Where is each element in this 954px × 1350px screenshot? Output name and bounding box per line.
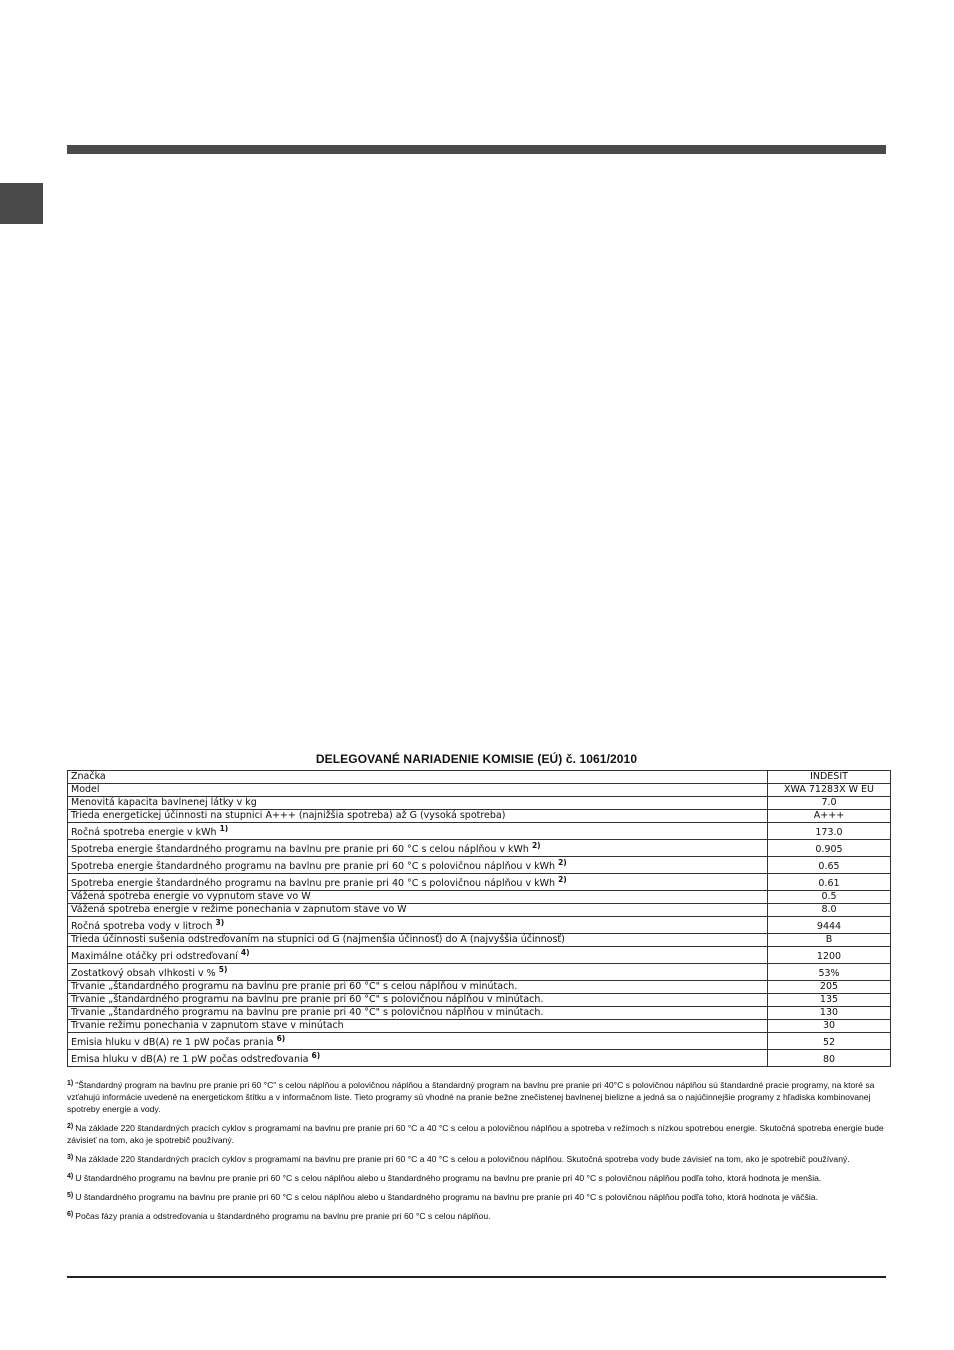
row-value: 7.0 xyxy=(768,797,891,810)
side-tab-marker xyxy=(0,183,43,224)
row-label xyxy=(68,1033,768,1050)
footnote-ref: 5) xyxy=(218,965,228,974)
row-value: 53% xyxy=(768,964,891,981)
footnote xyxy=(67,1153,887,1165)
table-row xyxy=(68,1033,891,1050)
row-label xyxy=(68,771,768,784)
table-row xyxy=(68,874,891,891)
row-label-text: Maximálne otáčky pri odstreďovaní xyxy=(71,951,238,962)
table-row xyxy=(68,994,891,1007)
row-label xyxy=(68,857,768,874)
row-label xyxy=(68,891,768,904)
footnote-text: Na základe 220 štandardných pracích cyklov s programami na bavlnu pre pranie pri 60 °C a 40 °C s celou a polovičnou náplňou a spotreba v režimoch s nízkou spotrebou energie. Skutočná spotreba energie bude závisieť na tom, ako je spotrebič používaný. xyxy=(67,1123,884,1145)
row-label-text: Trieda energetickej účinnosti na stupnici A+++ (najnižšia spotreba) až G (vysoká spotreba) xyxy=(71,810,506,821)
row-label xyxy=(68,810,768,823)
row-value: 205 xyxy=(768,981,891,994)
table-row xyxy=(68,934,891,947)
footnote-mark: 1) xyxy=(67,1080,74,1087)
footer-rule xyxy=(67,1276,886,1278)
row-label xyxy=(68,797,768,810)
row-value: 0.61 xyxy=(768,874,891,891)
regulation-title: DELEGOVANÉ NARIADENIE KOMISIE (EÚ) č. 1061/2010 xyxy=(315,752,638,766)
footnote-ref: 6) xyxy=(276,1034,286,1043)
row-value: XWA 71283X W EU xyxy=(768,784,891,797)
table-row xyxy=(68,981,891,994)
table-row xyxy=(68,810,891,823)
row-value: 9444 xyxy=(768,917,891,934)
footnote-ref: 3) xyxy=(215,918,225,927)
table-row xyxy=(68,917,891,934)
row-value: 80 xyxy=(768,1050,891,1067)
row-value: B xyxy=(768,934,891,947)
row-label xyxy=(68,947,768,964)
row-label xyxy=(68,840,768,857)
footnote xyxy=(67,1172,887,1184)
table-row xyxy=(68,947,891,964)
table-row xyxy=(68,840,891,857)
row-label-text: Trvanie „štandardného programu na bavlnu pre pranie pri 60 °C" s celou náplňou v minútach. xyxy=(71,981,518,992)
footnote-ref: 6) xyxy=(311,1051,321,1060)
row-label-text: Spotreba energie štandardného programu na bavlnu pre pranie pri 40 °C s polovičnou náplňou v kWh xyxy=(71,878,556,889)
footnote-text: "Štandardný program na bavlnu pre pranie pri 60 °C" s celou náplňou a polovičnou náplňou a štandardný program na bavlnu pre pranie pri 40°C s polovičnou náplňou sú štandardné pracie programy, na ktoré sa vzťahujú informácie uvedené na energetickom štítku a v informačnom liste. Tieto programy sú vhodné na pranie bežne znečistenej bavlnenej bielizne a jedná sa o najúčinnejšie programy z hľadiska kombinovanej spotreby energie a vody. xyxy=(67,1080,875,1114)
footnotes xyxy=(67,1079,887,1229)
footnote-mark: 5) xyxy=(67,1192,74,1199)
row-value: 0.905 xyxy=(768,840,891,857)
row-label xyxy=(68,823,768,840)
footnote-mark: 4) xyxy=(67,1173,74,1180)
row-label-text: Zostatkový obsah vlhkosti v % xyxy=(71,968,216,979)
row-value: 173.0 xyxy=(768,823,891,840)
row-value: 135 xyxy=(768,994,891,1007)
row-value: 1200 xyxy=(768,947,891,964)
row-label xyxy=(68,964,768,981)
row-label-text: Trvanie režimu ponechania v zapnutom stave v minútach xyxy=(71,1020,344,1031)
table-row xyxy=(68,891,891,904)
footnote-text: U štandardného programu na bavlnu pre pranie pri 60 °C s celou náplňou alebo u štandardného programu na bavlnu pre pranie pri 40 °C s polovičnou náplňou podľa toho, ktorá hodnota je väčšia. xyxy=(75,1192,818,1202)
row-label-text: Emisa hluku v dB(A) re 1 pW počas odstreďovania xyxy=(71,1054,309,1065)
footnote-ref: 4) xyxy=(240,948,250,957)
footnote-mark: 2) xyxy=(67,1123,74,1130)
row-label-text: Model xyxy=(71,784,100,795)
footnote-mark: 3) xyxy=(67,1154,74,1161)
table-row xyxy=(68,784,891,797)
footnote-text: Na základe 220 štandardných pracích cyklov s programami na bavlnu pre pranie pri 60 °C a 40 °C s celou a polovičnou náplňou. Skutočná spotreba vody bude závisieť na tom, ako je spotrebič používaný. xyxy=(75,1154,850,1164)
footnote-mark: 6) xyxy=(67,1211,74,1218)
row-value: INDESIT xyxy=(768,771,891,784)
row-value: 0.65 xyxy=(768,857,891,874)
footnote xyxy=(67,1079,887,1115)
row-label-text: Spotreba energie štandardného programu na bavlnu pre pranie pri 60 °C s celou náplňou v kWh xyxy=(71,844,529,855)
footnote-ref: 2) xyxy=(558,875,567,884)
table-row xyxy=(68,1007,891,1020)
row-label-text: Trvanie „štandardného programu na bavlnu pre pranie pri 60 °C" s polovičnou náplňou v minútach. xyxy=(71,994,544,1005)
row-label-text: Trvanie „štandardného programu na bavlnu pre pranie pri 40 °C" s polovičnou náplňou v minútach. xyxy=(71,1007,544,1018)
table-row xyxy=(68,904,891,917)
row-label-text: Ročná spotreba vody v litroch xyxy=(71,921,213,932)
row-label xyxy=(68,934,768,947)
row-value: 8.0 xyxy=(768,904,891,917)
table-row xyxy=(68,1050,891,1067)
product-fiche-table xyxy=(67,770,891,1067)
footnote-text: U štandardného programu na bavlnu pre pranie pri 60 °C s celou náplňou alebo u štandardného programu na bavlnu pre pranie pri 40 °C s polovičnou náplňou podľa toho, ktorá hodnota je menšia. xyxy=(75,1173,822,1183)
row-value: 0.5 xyxy=(768,891,891,904)
row-label-text: Spotreba energie štandardného programu na bavlnu pre pranie pri 60 °C s polovičnou náplňou v kWh xyxy=(71,861,556,872)
table-row xyxy=(68,857,891,874)
row-label-text: Vážená spotreba energie v režime ponechania v zapnutom stave vo W xyxy=(71,904,407,915)
row-value: A+++ xyxy=(768,810,891,823)
row-label xyxy=(68,917,768,934)
row-label-text: Menovitá kapacita bavlnenej látky v kg xyxy=(71,797,257,808)
table-row xyxy=(68,797,891,810)
footnote-ref: 2) xyxy=(531,841,541,850)
footnote xyxy=(67,1122,887,1146)
row-label xyxy=(68,784,768,797)
row-label xyxy=(68,904,768,917)
row-label xyxy=(68,874,768,891)
table-row xyxy=(68,823,891,840)
row-value: 30 xyxy=(768,1020,891,1033)
table-row xyxy=(68,964,891,981)
row-label-text: Emisia hluku v dB(A) re 1 pW počas prania xyxy=(71,1037,274,1048)
header-rule xyxy=(67,145,886,154)
footnote xyxy=(67,1210,887,1222)
row-label xyxy=(68,994,768,1007)
footnote xyxy=(67,1191,887,1203)
row-label xyxy=(68,1050,768,1067)
row-label xyxy=(68,1020,768,1033)
row-value: 52 xyxy=(768,1033,891,1050)
row-label-text: Vážená spotreba energie vo vypnutom stave vo W xyxy=(71,891,311,902)
row-label-text: Ročná spotreba energie v kWh xyxy=(71,827,217,838)
row-label xyxy=(68,1007,768,1020)
footnote-text: Počas fázy prania a odstreďovania u štandardného programu na bavlnu pre pranie pri 60 °C s celou náplňou. xyxy=(75,1211,491,1221)
footnote-ref: 1) xyxy=(219,824,229,833)
table-row xyxy=(68,1020,891,1033)
table-row xyxy=(68,771,891,784)
footnote-ref: 2) xyxy=(558,858,567,867)
row-label-text: Značka xyxy=(71,771,106,782)
row-label xyxy=(68,981,768,994)
row-label-text: Trieda účinnosti sušenia odstreďovaním na stupnici od G (najmenšia účinnosť) do A (najvyššia účinnosť) xyxy=(71,934,565,945)
row-value: 130 xyxy=(768,1007,891,1020)
